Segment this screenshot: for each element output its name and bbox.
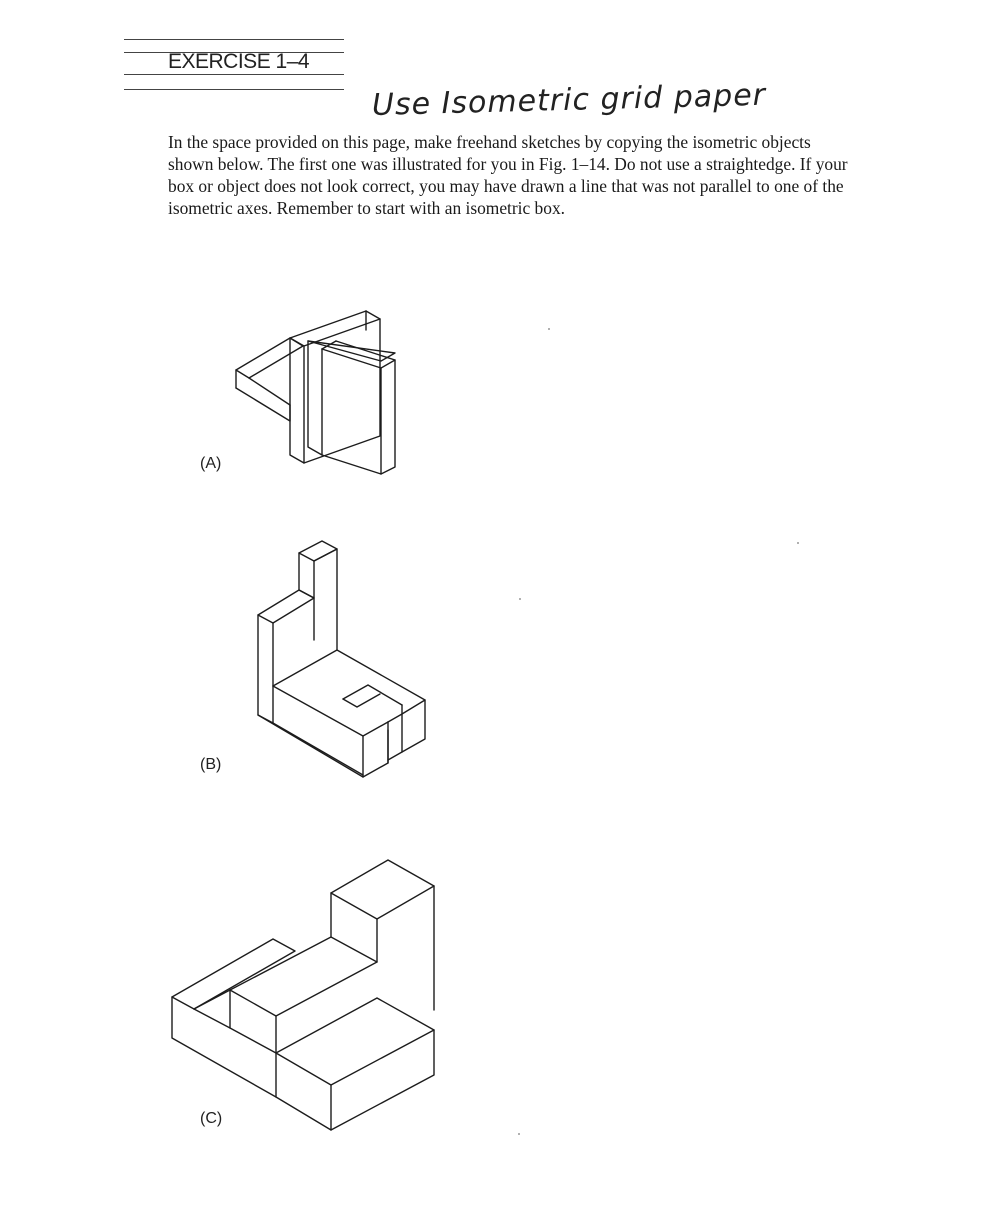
figure-c-drawing bbox=[172, 860, 434, 1130]
instructions-paragraph: In the space provided on this page, make freehand sketches by copying the isometric objects shown below. The first one was illustrated for you in Fig. 1–14. Do not use a straightedge. If your box or object does not look correct, you may have drawn a line that was not parallel to one of the isometric axes. Remember to start with an isometric box. bbox=[168, 132, 848, 218]
scan-speck bbox=[518, 1133, 520, 1135]
scan-speck bbox=[519, 598, 521, 600]
figure-b-label: (B) bbox=[200, 756, 222, 773]
exercise-title: EXERCISE 1–4 bbox=[168, 50, 310, 73]
scan-speck bbox=[548, 328, 550, 330]
figure-a-label: (A) bbox=[200, 455, 222, 472]
figure-c-label: (C) bbox=[200, 1110, 223, 1127]
scan-speck bbox=[797, 542, 799, 544]
handwritten-note: Use Isometric grid paper bbox=[371, 77, 767, 123]
